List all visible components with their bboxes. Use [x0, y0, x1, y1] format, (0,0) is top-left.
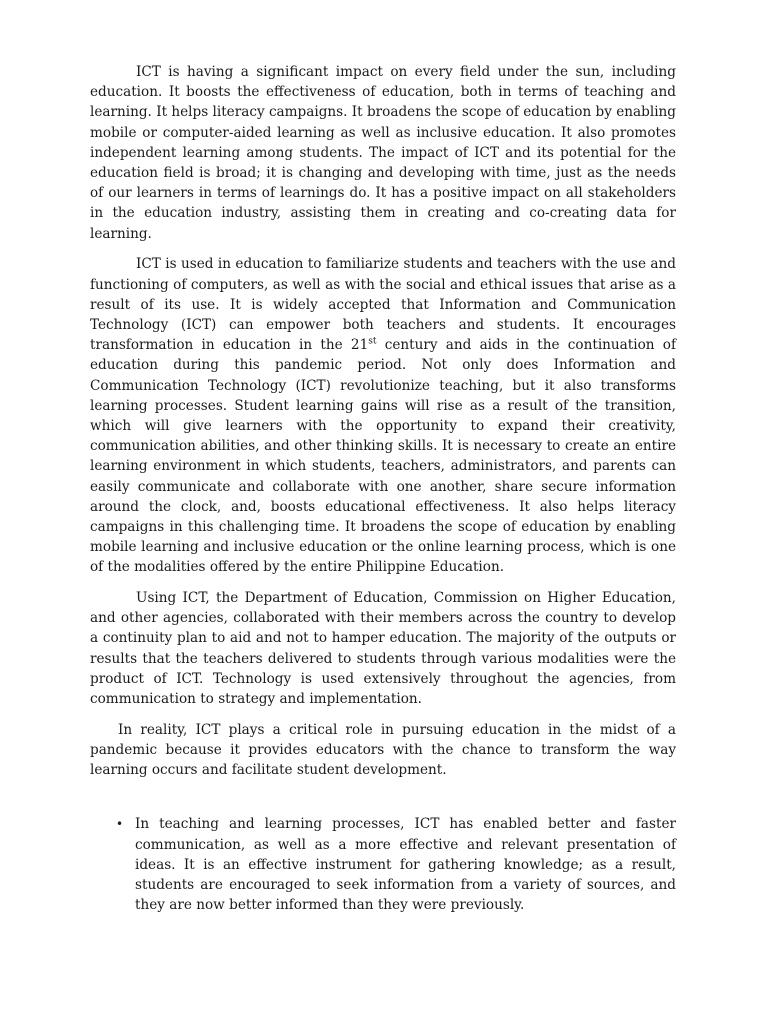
- paragraph-ict-impact: ICT is having a significant impact on every field under the sun, including education. It boosts the effectiveness of education, both in terms of teaching and learning. It helps literacy campaigns. It broadens the scope of education by enabling mobile or computer-aided learning as well as inclusive education. It also promotes independent learning among students. The impact of ICT and its potential for the education field is broad; it is changing and developing with time, just as the needs of our learners in terms of learnings do. It has a positive impact on all stakeholders in the education industry, assisting them in creating and co-creating data for learning.: [90, 64, 676, 242]
- bullet-marker: •: [116, 817, 124, 832]
- bullet-list: [90, 814, 676, 915]
- paragraph-text-part: century and aids in the continuation of education during this pandemic period. Not only does Information and Communication Technology (ICT) revolutionize teaching, but it also transforms learning processes. Student learning gains will rise as a result of the transition, which will give learners with the opportunity to expand their creativity, communication abilities, and other thinking skills. It is necessary to create an entire learning environment in which students, teachers, administrators, and parents can easily communicate and collaborate with one another, share secure information around the clock, and, boosts educational effectiveness. It also helps literacy campaigns in this challenging time. It broadens the scope of education by enabling mobile learning and inclusive education or the online learning process, which is one of the modalities offered by the entire Philippine Education.: [90, 337, 676, 576]
- paragraph-reality: In reality, ICT plays a critical role in pursuing education in the midst of a pandemic because it provides educators with the chance to transform the way learning occurs and facilitate student development.: [90, 721, 676, 779]
- list-item: [90, 814, 676, 915]
- paragraph-ict-in-education: [90, 254, 676, 577]
- paragraph-agencies: Using ICT, the Department of Education, Commission on Higher Education, and other agencies, collaborated with their members across the country to develop a continuity plan to aid and not to hamper education. The majority of the outputs or results that the teachers delivered to students through various modalities were the product of ICT. Technology is used extensively throughout the agencies, from communication to strategy and implementation.: [90, 590, 676, 708]
- superscript-ordinal: st: [368, 336, 377, 347]
- paragraph-text-part: ICT is used in education to familiarize students and teachers with the use and functioning of computers, as well as with the social and ethical issues that arise as a result of its use. It is widely accepted that Information and Communication Technology (ICT) can empower both teachers and students. It encourages transformation in education in the 21: [90, 256, 676, 354]
- bullet-text: In teaching and learning processes, ICT has enabled better and faster communication, as well as a more effective and relevant presentation of ideas. It is an effective instrument for gathering knowledge; as a result, students are encouraged to seek information from a variety of sources, and they are now better informed than they were previously.: [135, 816, 676, 914]
- document-page: [90, 62, 676, 915]
